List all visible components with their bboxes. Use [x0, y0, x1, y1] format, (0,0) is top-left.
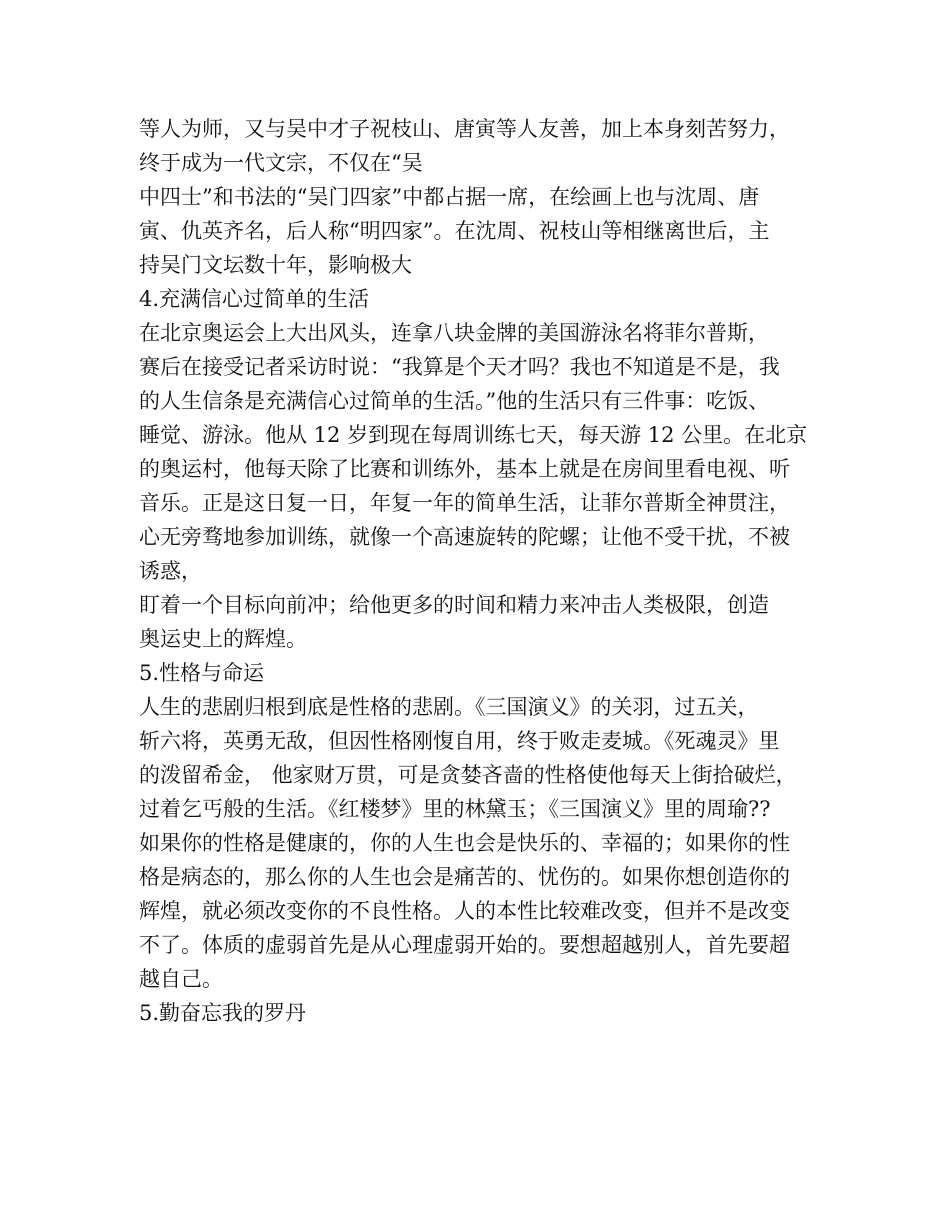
- text-line: 不了。体质的虚弱首先是从心理虚弱开始的。要想超越别人，首先要超: [139, 933, 790, 957]
- text-line: 的人生信条是充满信心过简单的生活。”他的生活只有三件事：吃饭、: [139, 389, 770, 413]
- text-line: 格是病态的，那么你的人生也会是痛苦的、忧伤的。如果你想创造你的: [139, 865, 790, 889]
- text-line: 奥运史上的辉煌。: [139, 627, 307, 651]
- text-line: 持吴门文坛数十年，影响极大: [139, 253, 412, 277]
- text-line: 等人为师，又与吴中才子祝枝山、唐寅等人友善，加上本身刻苦努力，: [139, 117, 790, 141]
- text-line: 辉煌，就必须改变你的不良性格。人的本性比较难改变，但并不是改变: [139, 899, 790, 923]
- text-line: 心无旁骛地参加训练，就像一个高速旋转的陀螺；让他不受干扰，不被: [139, 525, 790, 549]
- section-heading: 5.勤奋忘我的罗丹: [139, 1001, 307, 1025]
- text-line: 赛后在接受记者采访时说：“我算是个天才吗？我也不知道是不是，我: [139, 355, 780, 379]
- section-heading: 4.充满信心过简单的生活: [139, 287, 370, 311]
- text-line: 人生的悲剧归根到底是性格的悲剧。《三国演义》的关羽，过五关，: [139, 695, 759, 719]
- text-line: 诱惑，: [139, 559, 202, 583]
- text-line: 终于成为一代文宗，不仅在“吴: [139, 151, 423, 175]
- text-line: 寅、仇英齐名，后人称“明四家”。在沈周、祝枝山等相继离世后，主: [139, 219, 770, 243]
- text-line: 盯着一个目标向前冲；给他更多的时间和精力来冲击人类极限，创造: [139, 593, 769, 617]
- text-line: 过着乞丐般的生活。《红楼梦》里的林黛玉；《三国演义》里的周瑜??: [139, 797, 771, 821]
- text-line: 越自己。: [139, 967, 223, 991]
- text-line: 斩六将，英勇无敌，但因性格刚愎自用，终于败走麦城。《死魂灵》里: [139, 729, 780, 753]
- section-heading: 5.性格与命运: [139, 661, 265, 685]
- text-line: 如果你的性格是健康的，你的人生也会是快乐的、幸福的；如果你的性: [139, 831, 790, 855]
- text-line: 的泼留希金， 他家财万贯，可是贪婪吝啬的性格使他每天上街拾破烂，: [139, 763, 797, 787]
- text-line: 睡觉、游泳。他从 12 岁到现在每周训练七天，每天游 12 公里。在北京: [139, 423, 808, 447]
- text-line: 的奥运村，他每天除了比赛和训练外，基本上就是在房间里看电视、听: [139, 457, 790, 481]
- text-line: 中四士”和书法的“吴门四家”中都占据一席，在绘画上也与沈周、唐: [139, 185, 760, 209]
- text-line: 在北京奥运会上大出风头，连拿八块金牌的美国游泳名将菲尔普斯，: [139, 321, 769, 345]
- document-body: [139, 112, 819, 1030]
- text-line: 音乐。正是这日复一日，年复一年的简单生活，让菲尔普斯全神贯注，: [139, 491, 790, 515]
